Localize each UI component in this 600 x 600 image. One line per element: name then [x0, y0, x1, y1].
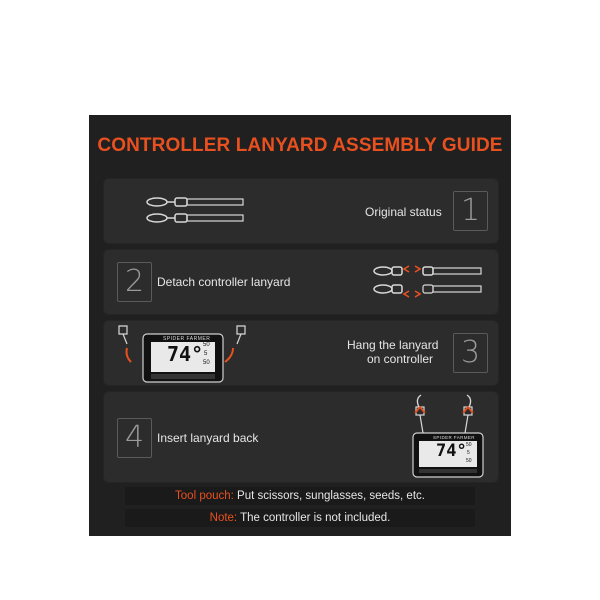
controller-reading-2: 74° — [436, 441, 467, 461]
controller-small-reading-2-1: 50 — [466, 442, 472, 448]
step-4-card — [103, 391, 499, 483]
guide-panel — [89, 115, 511, 536]
controller-small-reading-2-2: 5 — [467, 450, 470, 456]
tool-pouch-line — [89, 490, 511, 502]
step-1-number: 1 — [453, 191, 488, 231]
step-3-card — [103, 320, 499, 386]
note-label: Note: — [209, 512, 238, 524]
step-2-card — [103, 249, 499, 315]
step-3-number: 3 — [453, 333, 488, 373]
controller-small-reading-2: 5 — [204, 351, 208, 357]
step-1-card — [103, 178, 499, 244]
controller-small-reading-3: 50 — [203, 360, 210, 366]
step-2-number: 2 — [117, 262, 152, 302]
guide-title: CONTROLLER LANYARD ASSEMBLY GUIDE — [97, 135, 503, 156]
step-4-label: Insert lanyard back — [157, 431, 259, 445]
step-4-number: 4 — [117, 418, 152, 458]
step-1-label: Original status — [365, 205, 442, 219]
tool-pouch-label: Tool pouch: — [175, 490, 234, 502]
controller-brand: SPIDER FARMER — [163, 336, 211, 342]
note-text: The controller is not included. — [237, 512, 391, 524]
controller-small-reading-2-3: 50 — [466, 458, 472, 464]
step-2-label: Detach controller lanyard — [157, 275, 291, 289]
step-3-label-line1: Hang the lanyard — [347, 338, 439, 352]
controller-brand-2: SPIDER FARMER — [433, 435, 475, 440]
note-line — [89, 512, 511, 524]
lanyard-detach-icon — [371, 261, 491, 301]
step-3-label-line2: on controller — [367, 352, 434, 366]
controller-reading: 74° — [167, 342, 204, 366]
lanyard-icon — [143, 192, 263, 232]
tool-pouch-text: Put scissors, sunglasses, seeds, etc. — [233, 490, 425, 502]
controller-small-reading-1: 50 — [203, 342, 210, 348]
